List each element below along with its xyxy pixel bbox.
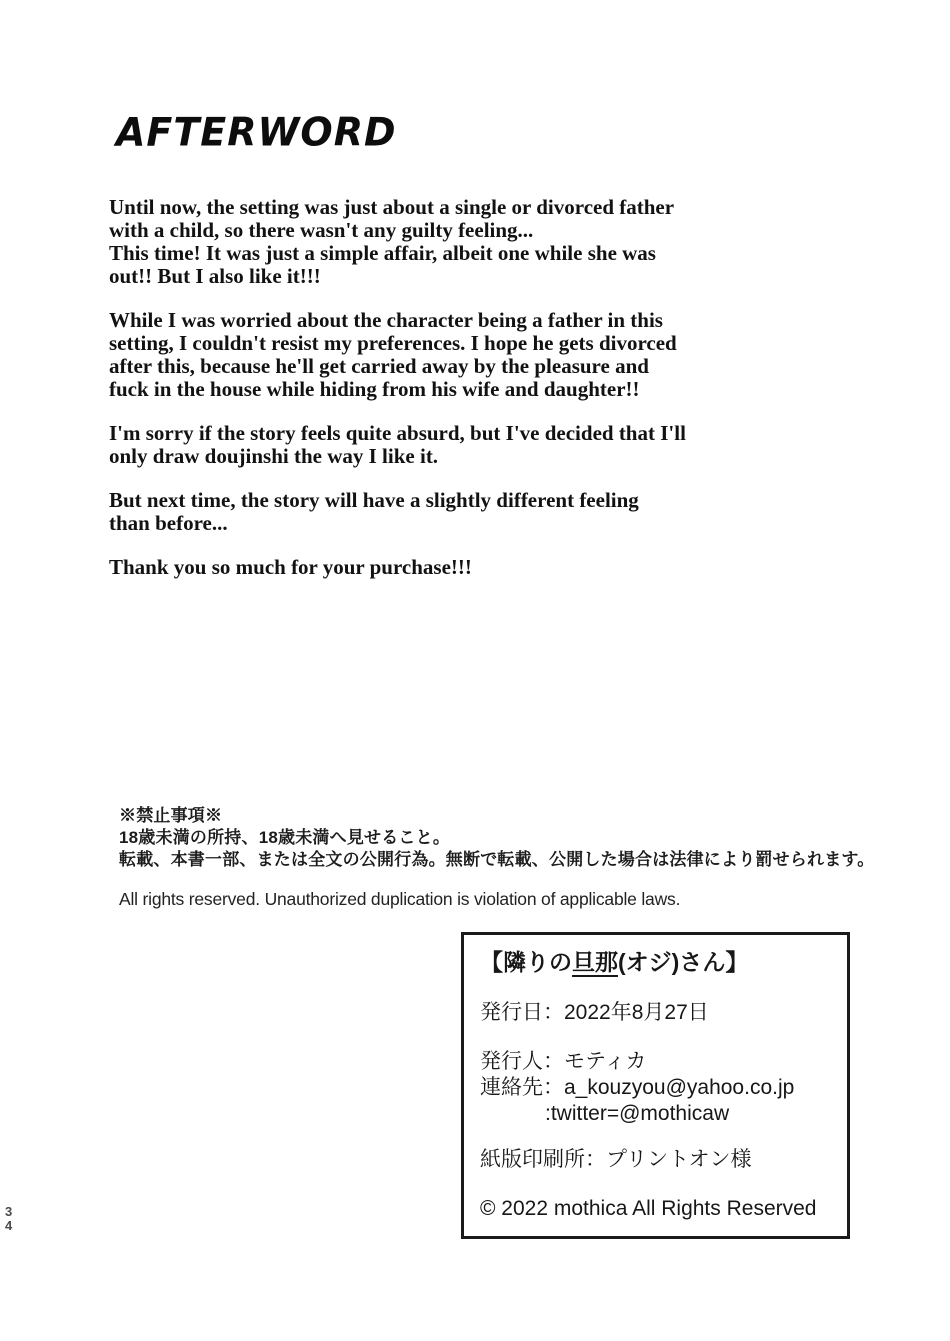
prohibition-notice [119, 805, 879, 871]
afterword-line: Thank you so much for your purchase!!! [109, 555, 472, 579]
book-title [480, 949, 831, 975]
publish-date: 発行日：2022年8月27日 [480, 1001, 709, 1024]
page-number-digit: 4 [5, 1218, 13, 1233]
afterword-line: I'm sorry if the story feels quite absurd, but I've decided that I'll [109, 421, 686, 445]
afterword-line: But next time, the story will have a slightly different feeling [109, 488, 639, 512]
printer: 紙版印刷所：プリントオン様 [480, 1148, 752, 1171]
contact-email: 連絡先：a_kouzyou@yahoo.co.jp [480, 1076, 795, 1099]
afterword-line: with a child, so there wasn't any guilty feeling... [109, 218, 534, 242]
page-title: AFTERWORD [116, 109, 397, 155]
prohibition-line: 転載、本書一部、または全文の公開行為。無断で転載、公開した場合は法律により罰せられます。 [119, 850, 875, 869]
afterword-line: than before... [109, 511, 228, 535]
afterword-line: only draw doujinshi the way I like it. [109, 444, 439, 468]
prohibition-heading: ※禁止事項※ [119, 806, 223, 825]
page-number-digit: 3 [5, 1204, 13, 1219]
afterword-line: This time! It was just a simple affair, albeit one while she was [109, 241, 656, 265]
afterword-paragraph [109, 309, 849, 401]
colophon-box [461, 932, 850, 1239]
afterword-body [109, 196, 849, 600]
publisher: 発行人：モティカ [480, 1050, 647, 1073]
copyright: © 2022 mothica All Rights Reserved [480, 1197, 817, 1220]
contact-twitter: :twitter=@mothicaw [545, 1102, 730, 1125]
book-title-suffix: (オジ)さん】 [618, 949, 749, 975]
book-title-prefix: 【隣りの [480, 949, 572, 975]
afterword-paragraph [109, 489, 849, 535]
book-title-ruby-base: 旦那 [572, 949, 618, 975]
rights-statement: All rights reserved. Unauthorized duplication is violation of applicable laws. [119, 889, 681, 909]
afterword-line: fuck in the house while hiding from his wife and daughter!! [109, 377, 640, 401]
afterword-line: setting, I couldn't resist my preferences. I hope he gets divorced [109, 331, 677, 355]
afterword-paragraph [109, 556, 849, 579]
prohibition-line: 18歳未満の所持、18歳未満へ見せること。 [119, 828, 451, 847]
afterword-line: Until now, the setting was just about a single or divorced father [109, 195, 675, 219]
page-number [5, 1205, 12, 1233]
afterword-line: after this, because he'll get carried away by the pleasure and [109, 354, 649, 378]
afterword-line: out!! But I also like it!!! [109, 264, 321, 288]
afterword-line: While I was worried about the character being a father in this [109, 308, 663, 332]
afterword-paragraph [109, 422, 849, 468]
afterword-paragraph [109, 196, 849, 288]
